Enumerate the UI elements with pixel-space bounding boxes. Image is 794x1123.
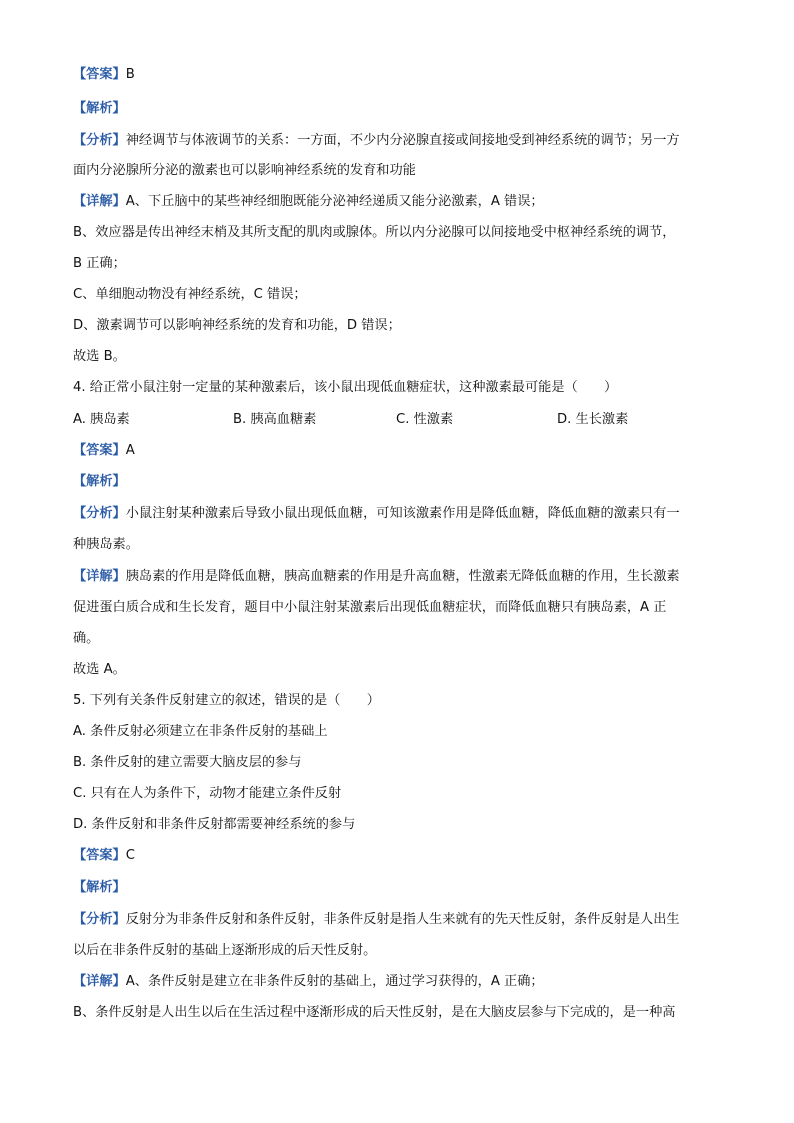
q5-xiangjie-line: 【详解】A、条件反射是建立在非条件反射的基础上，通过学习获得的，A 正确； bbox=[73, 974, 544, 989]
q3-xiangjie-line: 【详解】A、下丘脑中的某些神经细胞既能分泌神经递质又能分泌激素，A 错误； bbox=[73, 194, 544, 209]
q4-analysis-label: 【解析】 bbox=[73, 474, 126, 489]
q3-c-line: C、单细胞动物没有神经系统，C 错误； bbox=[73, 287, 307, 302]
q3-conclusion: 故选 B。 bbox=[73, 349, 126, 364]
q3-fenxi-line-1: 【分析】神经调节与体液调节的关系：一方面，不少内分泌腺直接或间接地受到神经系统的调节；另一方 bbox=[73, 133, 680, 148]
q5-stem: 5. 下列有关条件反射建立的叙述，错误的是（ ） bbox=[73, 693, 380, 708]
fenxi-label: 【分析】 bbox=[73, 133, 126, 148]
xiangjie-label: 【详解】 bbox=[73, 194, 126, 209]
q3-b-line-2: B 正确； bbox=[73, 256, 126, 271]
q4-option-d: D. 生长激素 bbox=[557, 412, 629, 427]
q4-xiangjie-line-3: 确。 bbox=[73, 631, 100, 646]
q3-analysis-label: 【解析】 bbox=[73, 101, 126, 116]
q3-answer-line bbox=[73, 66, 135, 84]
q4-xiangjie-line-2: 促进蛋白质合成和生长发育，题目中小鼠注射某激素后出现低血糖症状，而降低血糖只有胰岛素，A 正 bbox=[73, 600, 667, 615]
q5-option-d: D. 条件反射和非条件反射都需要神经系统的参与 bbox=[73, 817, 356, 832]
q3-fenxi-line-2: 面内分泌腺所分泌的激素也可以影响神经系统的发育和功能 bbox=[73, 163, 416, 178]
answer-value: B bbox=[125, 67, 135, 82]
q4-stem: 4. 给正常小鼠注射一定量的某种激素后，该小鼠出现低血糖症状，这种激素最可能是（ ） bbox=[73, 380, 618, 395]
q5-option-a: A. 条件反射必须建立在非条件反射的基础上 bbox=[73, 724, 328, 739]
q4-answer-line: 【答案】A bbox=[73, 443, 135, 458]
q5-fenxi-line-2: 以后在非条件反射的基础上逐渐形成的后天性反射。 bbox=[73, 943, 377, 958]
q4-option-c: C. 性激素 bbox=[396, 412, 454, 427]
q5-option-c: C. 只有在人为条件下，动物才能建立条件反射 bbox=[73, 786, 342, 801]
answer-label: 【答案】 bbox=[73, 67, 126, 82]
q4-fenxi-line-2: 种胰岛素。 bbox=[73, 537, 139, 552]
q5-answer-line: 【答案】C bbox=[73, 848, 135, 863]
q4-option-b: B. 胰高血糖素 bbox=[233, 412, 317, 427]
q5-option-b: B. 条件反射的建立需要大脑皮层的参与 bbox=[73, 755, 302, 770]
q4-xiangjie-line-1: 【详解】胰岛素的作用是降低血糖，胰高血糖素的作用是升高血糖，性激素无降低血糖的作用，生长激素 bbox=[73, 569, 680, 584]
q5-b-line-1: B、条件反射是人出生以后在生活过程中逐渐形成的后天性反射，是在大脑皮层参与下完成的，是一种高 bbox=[73, 1005, 676, 1020]
q3-d-line: D、激素调节可以影响神经系统的发育和功能，D 错误； bbox=[73, 318, 401, 333]
q3-b-line-1: B、效应器是传出神经末梢及其所支配的肌肉或腺体。所以内分泌腺可以间接地受中枢神经系统的调节， bbox=[73, 225, 676, 240]
q4-conclusion: 故选 A。 bbox=[73, 662, 126, 677]
q4-fenxi-line-1: 【分析】小鼠注射某种激素后导致小鼠出现低血糖，可知该激素作用是降低血糖，降低血糖的激素只有一 bbox=[73, 506, 680, 521]
q5-fenxi-line-1: 【分析】反射分为非条件反射和条件反射，非条件反射是指人生来就有的先天性反射，条件反射是人出生 bbox=[73, 912, 680, 927]
q4-option-a: A. 胰岛素 bbox=[73, 412, 130, 427]
q5-analysis-label: 【解析】 bbox=[73, 880, 126, 895]
